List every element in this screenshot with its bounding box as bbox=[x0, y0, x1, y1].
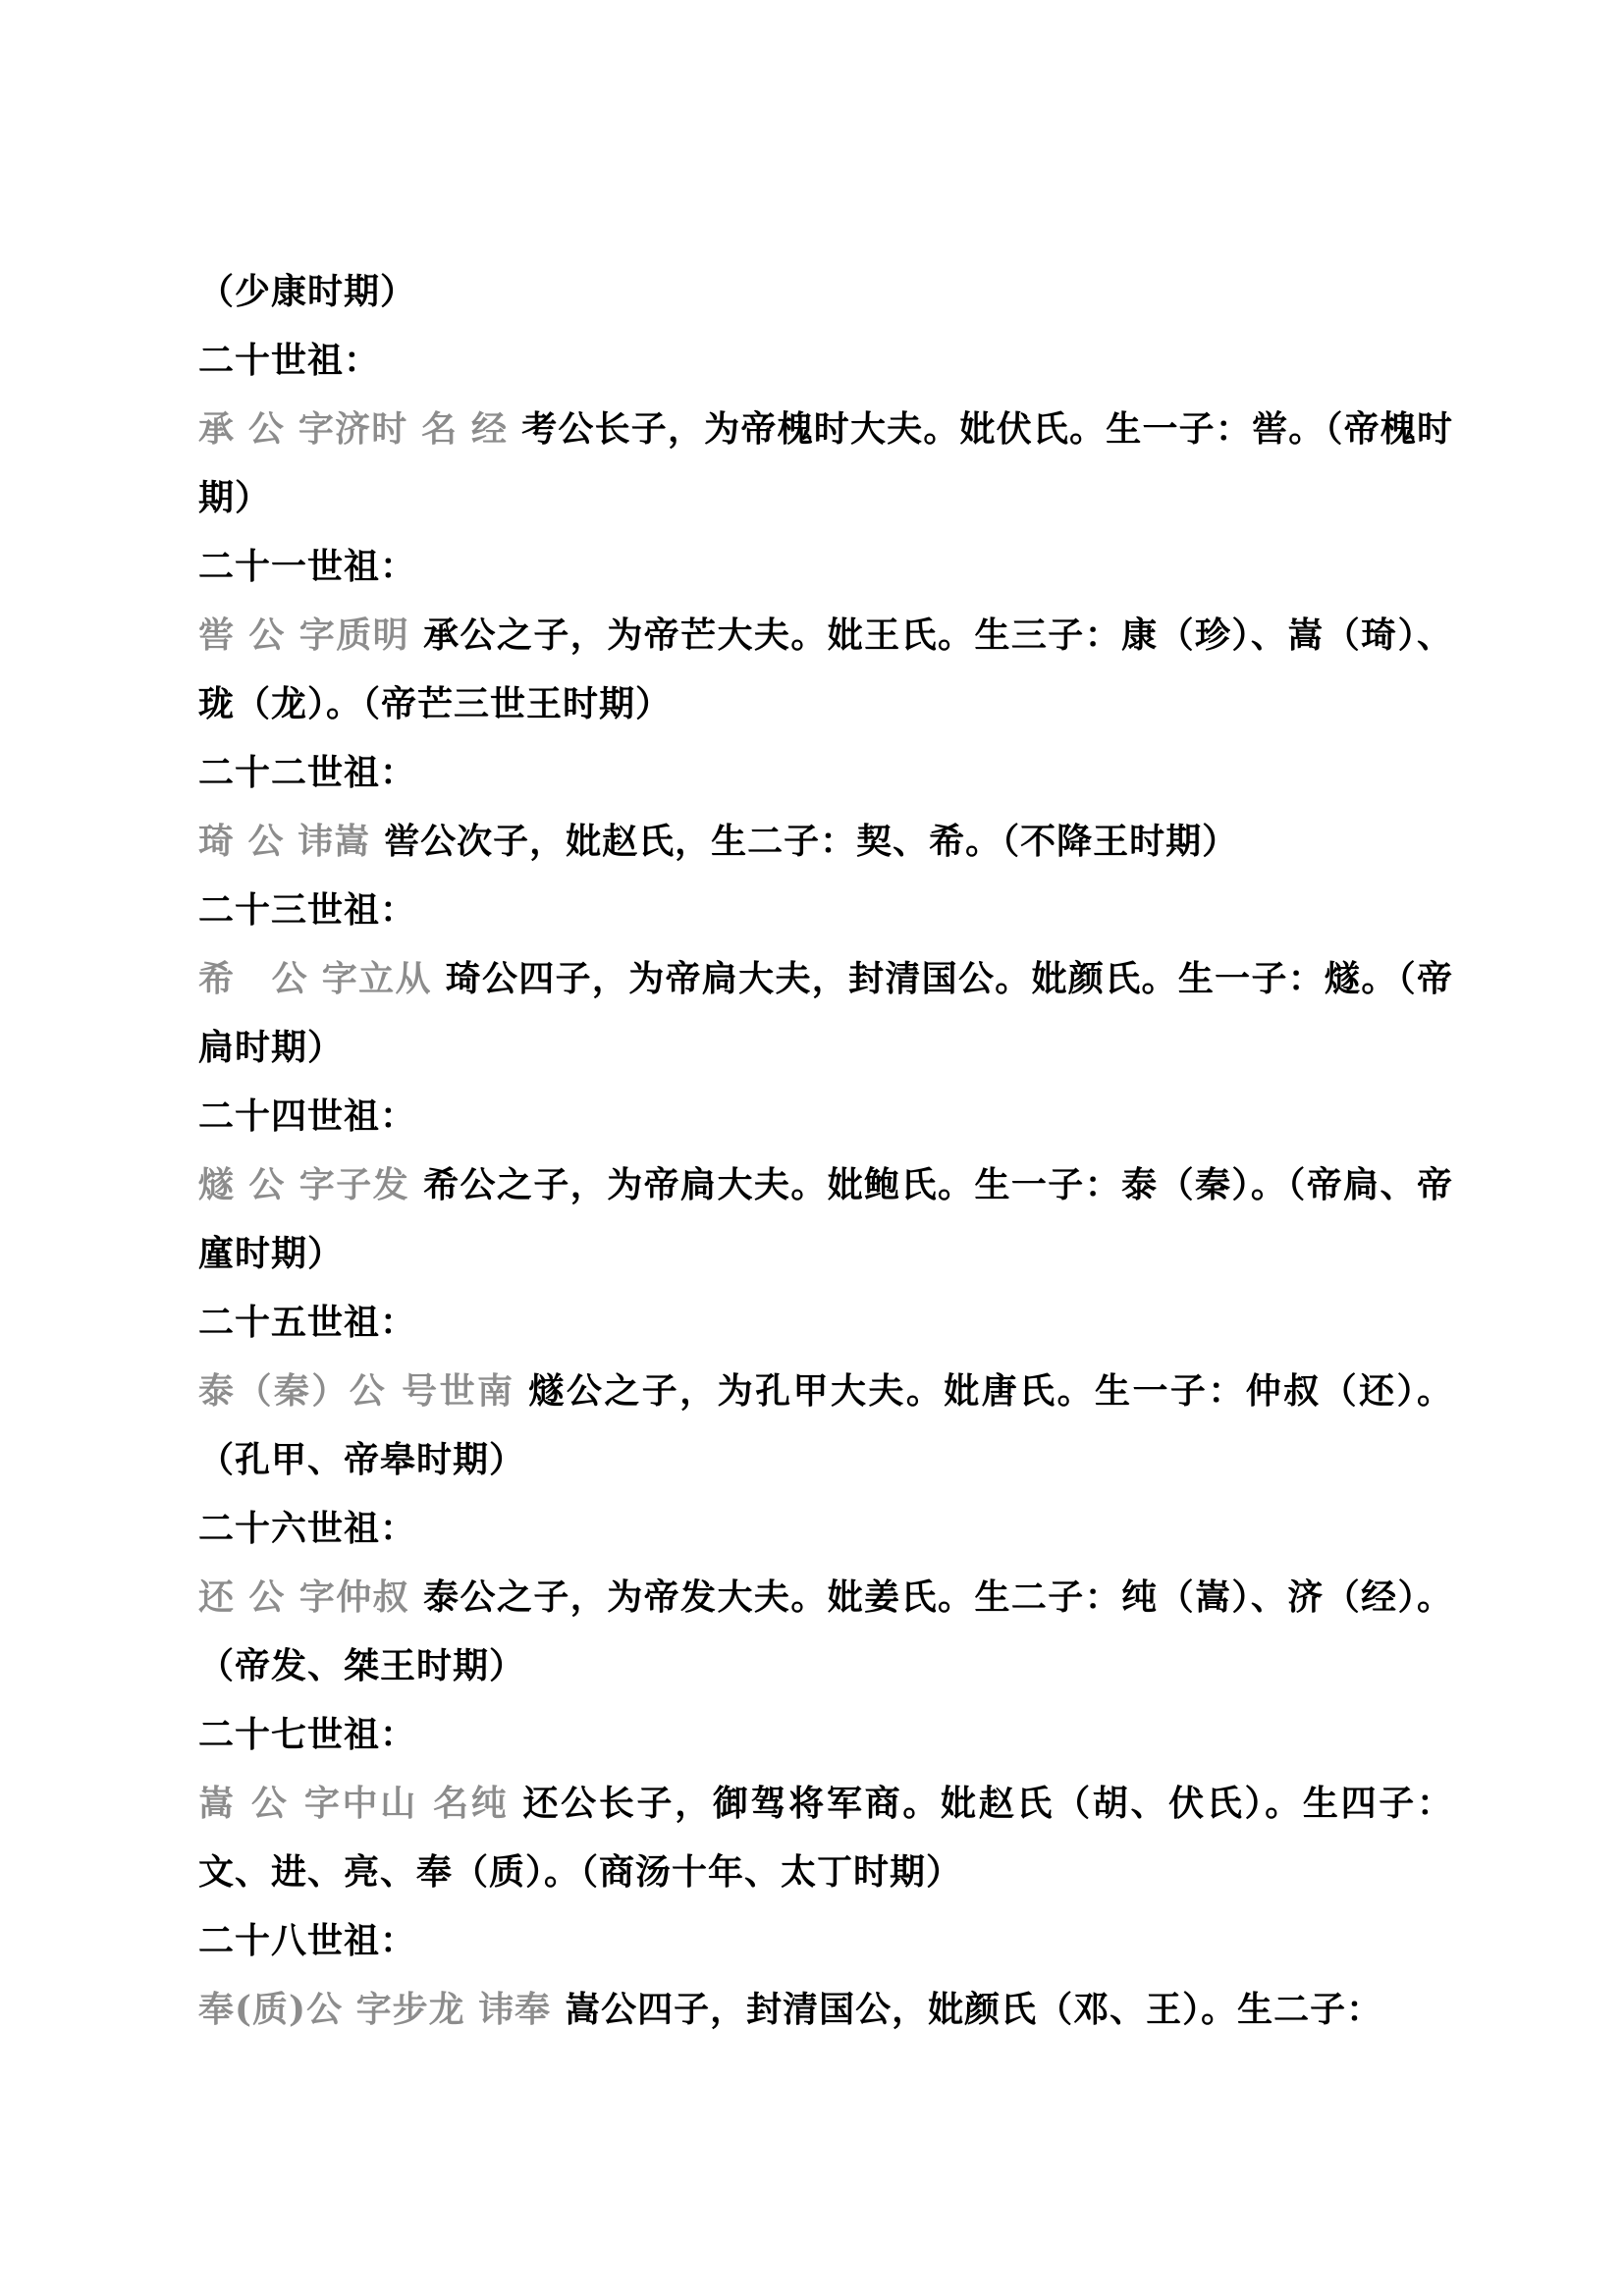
generation-entry bbox=[198, 395, 1453, 532]
ancestor-description: 燧公之子，为孔甲大夫。妣唐氏。生一子：仲叔（还）。（孔甲、帝皋时期） bbox=[198, 1370, 1453, 1480]
document-body bbox=[198, 257, 1453, 2044]
ancestor-description: 琦公四子，为帝扃大夫，封清国公。妣颜氏。生一子：燧。（帝扃时期） bbox=[198, 958, 1453, 1068]
generation-entry bbox=[198, 807, 1453, 876]
ancestor-description: 喾公次子，妣赵氏，生二子：契、希。（不降王时期） bbox=[384, 821, 1239, 862]
generation-heading: 二十八世祖： bbox=[198, 1920, 417, 1961]
period-note: （少康时期） bbox=[198, 271, 417, 312]
ancestor-name: 琦 公 讳嵩 bbox=[198, 821, 371, 862]
generation-entry bbox=[198, 1563, 1453, 1700]
ancestor-name: 嵩 公 字中山 名纯 bbox=[198, 1783, 510, 1824]
generation-heading: 二十六世祖： bbox=[198, 1508, 417, 1549]
ancestor-description: 承公之子，为帝芒大夫。妣王氏。生三子：康（珍）、嵩（琦）、珑（龙）。（帝芒三世王时期） bbox=[198, 614, 1453, 724]
ancestor-description: 考公长子，为帝槐时大夫。妣伏氏。生一子：喾。（帝槐时期） bbox=[198, 408, 1453, 518]
ancestor-name: 承 公 字济时 名 经 bbox=[198, 408, 509, 450]
generation-heading: 二十四世祖： bbox=[198, 1095, 417, 1137]
generation-entry bbox=[198, 1975, 1453, 2044]
ancestor-name: 泰（秦）公 号世南 bbox=[198, 1370, 515, 1412]
ancestor-name: 燧 公 字子发 bbox=[198, 1164, 410, 1205]
ancestor-name: 希 公 字立从 bbox=[198, 958, 432, 999]
generation-entry bbox=[198, 1357, 1453, 1494]
generation-heading: 二十世祖： bbox=[198, 340, 381, 381]
generation-heading: 二十七世祖： bbox=[198, 1714, 417, 1755]
ancestor-description: 泰公之子，为帝发大夫。妣姜氏。生二子：纯（嵩）、济（经）。（帝发、桀王时期） bbox=[198, 1576, 1453, 1686]
generation-heading: 二十三世祖： bbox=[198, 889, 417, 931]
ancestor-description: 嵩公四子，封清国公，妣颜氏（邓、王）。生二子： bbox=[565, 1989, 1383, 2030]
ancestor-description: 希公之子，为帝扃大夫。妣鲍氏。生一子：泰（秦）。（帝扃、帝廑时期） bbox=[198, 1164, 1453, 1274]
generation-heading: 二十五世祖： bbox=[198, 1302, 417, 1343]
generation-entry bbox=[198, 601, 1453, 738]
ancestor-description: 还公长子，御驾将军商。妣赵氏（胡、伏氏）。生四子：文、进、亮、奉（质）。（商汤十年、太丁时期） bbox=[198, 1783, 1453, 1893]
generation-entry bbox=[198, 1150, 1453, 1288]
ancestor-name: 喾 公 字质明 bbox=[198, 614, 410, 656]
generation-heading: 二十二世祖： bbox=[198, 752, 417, 793]
ancestor-name: 还 公 字仲叔 bbox=[198, 1576, 410, 1618]
generation-entry bbox=[198, 1769, 1453, 1906]
generation-heading: 二十一世祖： bbox=[198, 546, 417, 587]
generation-list bbox=[198, 326, 1453, 2044]
generation-entry bbox=[198, 944, 1453, 1082]
ancestor-name: 奉(质)公 字步龙 讳奉 bbox=[198, 1989, 552, 2030]
